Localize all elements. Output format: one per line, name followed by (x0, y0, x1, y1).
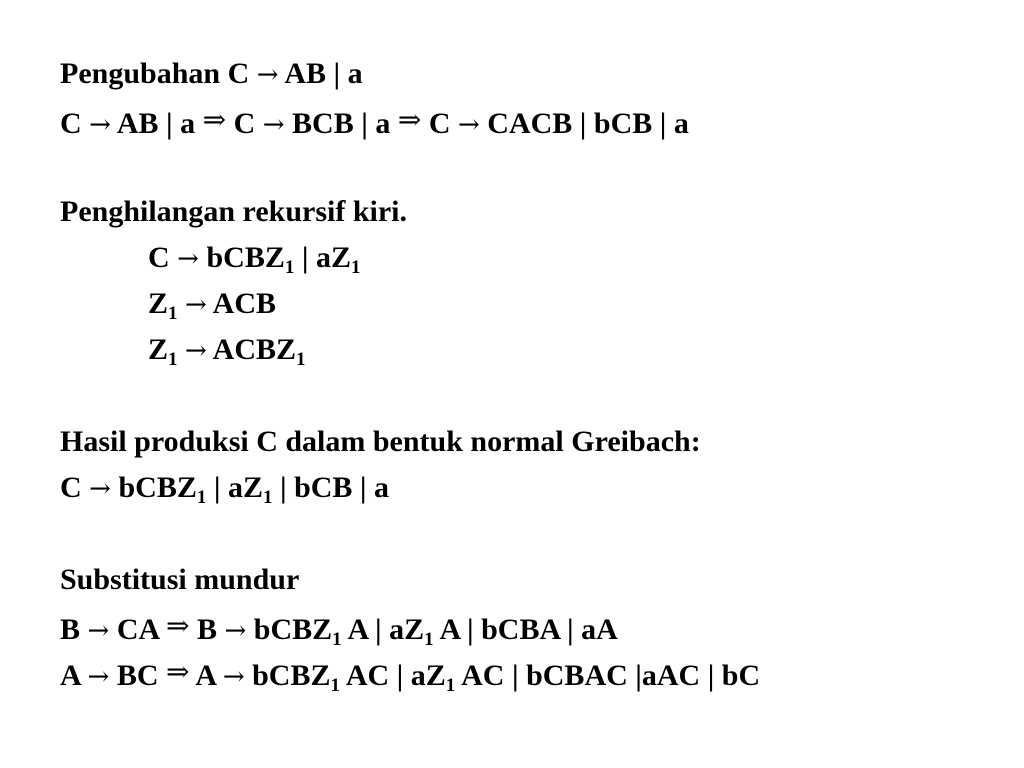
implies-arrow-icon: ⇒ (202, 103, 227, 136)
z1-symbol: $Z_1$ (242, 471, 273, 508)
right-arrow-icon: → (87, 662, 110, 692)
right-arrow-icon: → (224, 616, 247, 646)
right-arrow-icon: → (177, 244, 199, 274)
section-2-title: Penghilangan rekursif kiri. (60, 195, 407, 228)
z1-symbol: $Z_1$ (176, 471, 207, 508)
section-4-line-1: B → CA ⇒ B → bCBZ$_1$ A | $aZ_1$ A | bCBA | aA (60, 609, 618, 650)
section-3-title: Hasil produksi C dalam bentuk normal Greibach: (60, 425, 701, 458)
right-arrow-icon: → (262, 110, 285, 140)
implies-arrow-icon: ⇒ (166, 655, 190, 688)
right-arrow-icon: → (185, 290, 207, 320)
section-1-title: Pengubahan C → AB | a (60, 56, 363, 93)
z1-symbol: $Z_1$ (312, 613, 342, 650)
section-4-title: Substitusi mundur (60, 563, 300, 596)
right-arrow-icon: → (256, 60, 279, 90)
z1-symbol: $Z_1$ (425, 659, 456, 696)
z1-symbol: $Z_1$ (148, 287, 178, 324)
right-arrow-icon: → (222, 662, 245, 692)
right-arrow-icon: → (89, 474, 111, 504)
z1-symbol: $Z_1$ (148, 333, 178, 370)
section-2-line-2: $Z_1$ → ACB (148, 287, 276, 324)
z1-symbol: $Z_1$ (276, 333, 306, 370)
right-arrow-icon: → (87, 616, 110, 646)
section-2-line-1: C → bCBZ$_1$ | $aZ_1$ (148, 241, 361, 278)
section-3-line-1: C → bCBZ$_1$ | $aZ_1$ | bCB | a (60, 471, 390, 508)
z1-symbol: $Z_1$ (404, 613, 434, 650)
section-2-line-3: $Z_1$ → $ACBZ_1$ (148, 333, 306, 370)
implies-arrow-icon: ⇒ (397, 103, 422, 136)
z1-symbol: $Z_1$ (264, 241, 295, 278)
z1-symbol: $Z_1$ (330, 241, 361, 278)
section-1-line-1: C → AB | a ⇒ C → BCB | a ⇒ C → CACB | bCB | a (60, 102, 689, 143)
implies-arrow-icon: ⇒ (166, 609, 190, 642)
right-arrow-icon: → (89, 110, 111, 140)
z1-symbol: $Z_1$ (310, 659, 340, 696)
right-arrow-icon: → (185, 336, 207, 366)
section-4-line-2: A → BC ⇒ A → bCBZ$_1$ AC | $aZ_1$ AC | bCBAC |aAC | bC (60, 655, 761, 696)
right-arrow-icon: → (457, 110, 480, 140)
